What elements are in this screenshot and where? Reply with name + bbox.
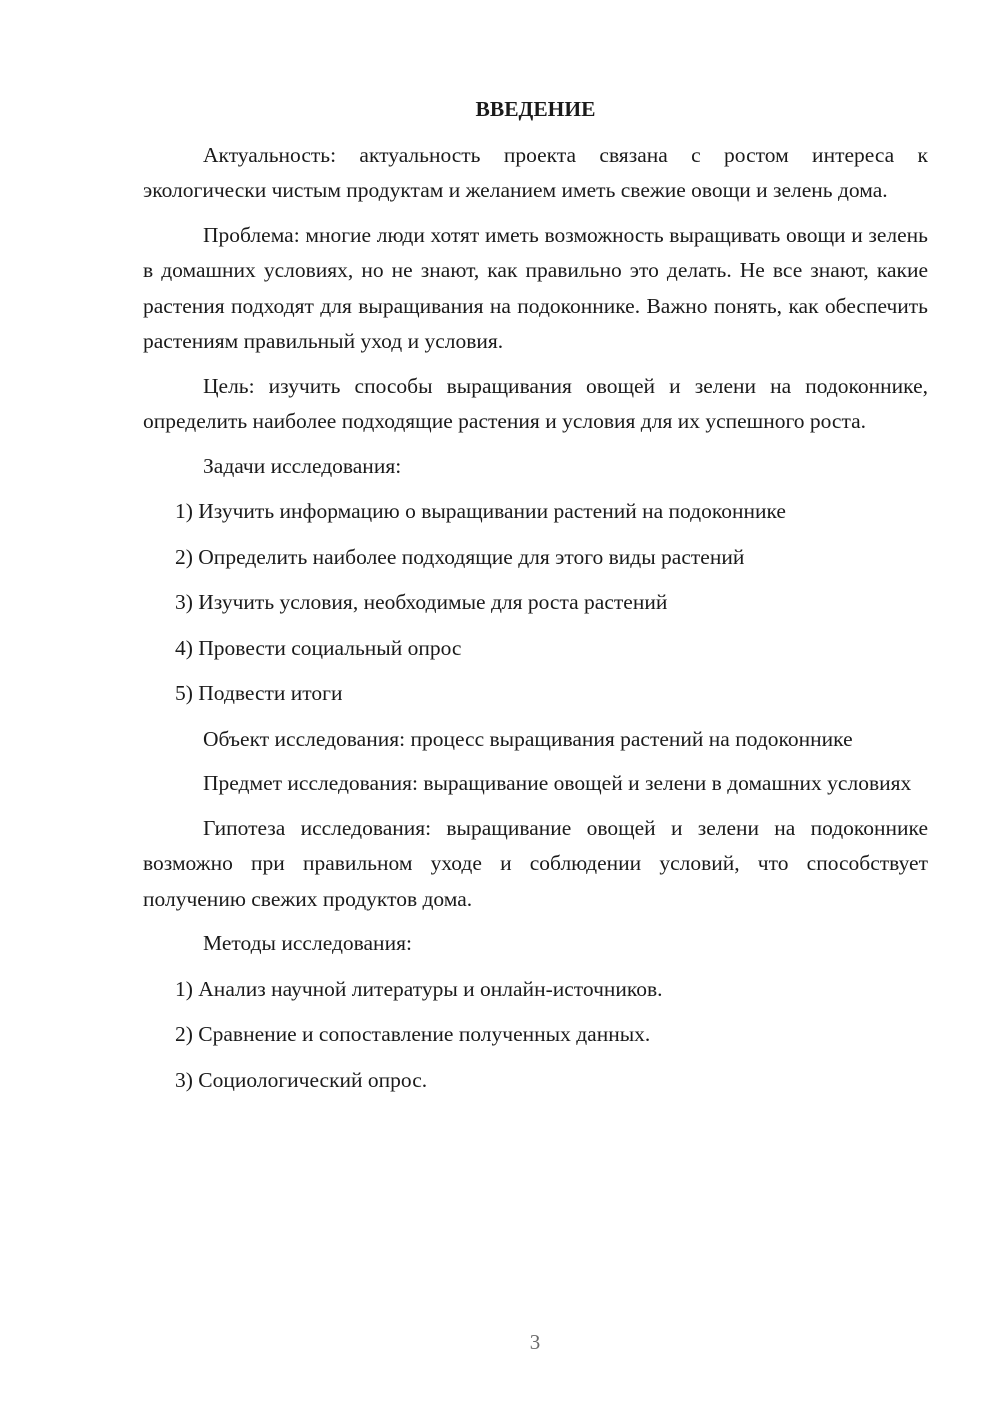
problem-paragraph: Проблема: многие люди хотят иметь возможность выращивать овощи и зелень в домашних условиях, но не знают, как правильно это делать. Не все знают, какие растения подходят для выращивания на подоконнике. Важно понять, как обеспечить растениям правильный уход и условия.: [143, 222, 928, 353]
relevance-paragraph: Актуальность: актуальность проекта связана с ростом интереса к экологически чистым продуктам и желанием иметь свежие овощи и зелень дома.: [143, 142, 928, 202]
list-item: 2) Определить наиболее подходящие для этого виды растений: [175, 544, 745, 569]
list-item: 5) Подвести итоги: [175, 681, 343, 705]
list-item: 4) Провести социальный опрос: [175, 635, 462, 660]
section-title: ВВЕДЕНИЕ: [475, 97, 596, 121]
list-item: 2) Сравнение и сопоставление полученных данных.: [175, 1022, 651, 1046]
subject-paragraph: Предмет исследования: выращивание овощей и зелени в домашних условиях: [203, 771, 912, 795]
tasks-list: [143, 494, 928, 712]
list-item: 3) Социологический опрос.: [175, 1067, 428, 1092]
list-item: 1) Изучить информацию о выращивании растений на подоконнике: [175, 499, 786, 523]
hypothesis-paragraph: Гипотеза исследования: выращивание овощей и зелени на подоконнике возможно при правильном уходе и соблюдении условий, что способствует получению свежих продуктов дома.: [143, 815, 928, 911]
goal-paragraph: Цель: изучить способы выращивания овощей и зелени на подоконнике, определить наиболее подходящие растения и условия для их успешного роста.: [143, 373, 928, 433]
tasks-heading: Задачи исследования:: [203, 453, 402, 478]
list-item: 1) Анализ научной литературы и онлайн-источников.: [175, 976, 663, 1001]
object-paragraph: Объект исследования: процесс выращивания растений на подоконнике: [203, 726, 853, 751]
list-item: 3) Изучить условия, необходимые для роста растений: [175, 590, 668, 614]
methods-heading: Методы исследования:: [203, 931, 412, 955]
methods-list: [143, 972, 928, 1099]
page-number: 3: [529, 1330, 541, 1354]
document-page: [143, 92, 928, 1108]
